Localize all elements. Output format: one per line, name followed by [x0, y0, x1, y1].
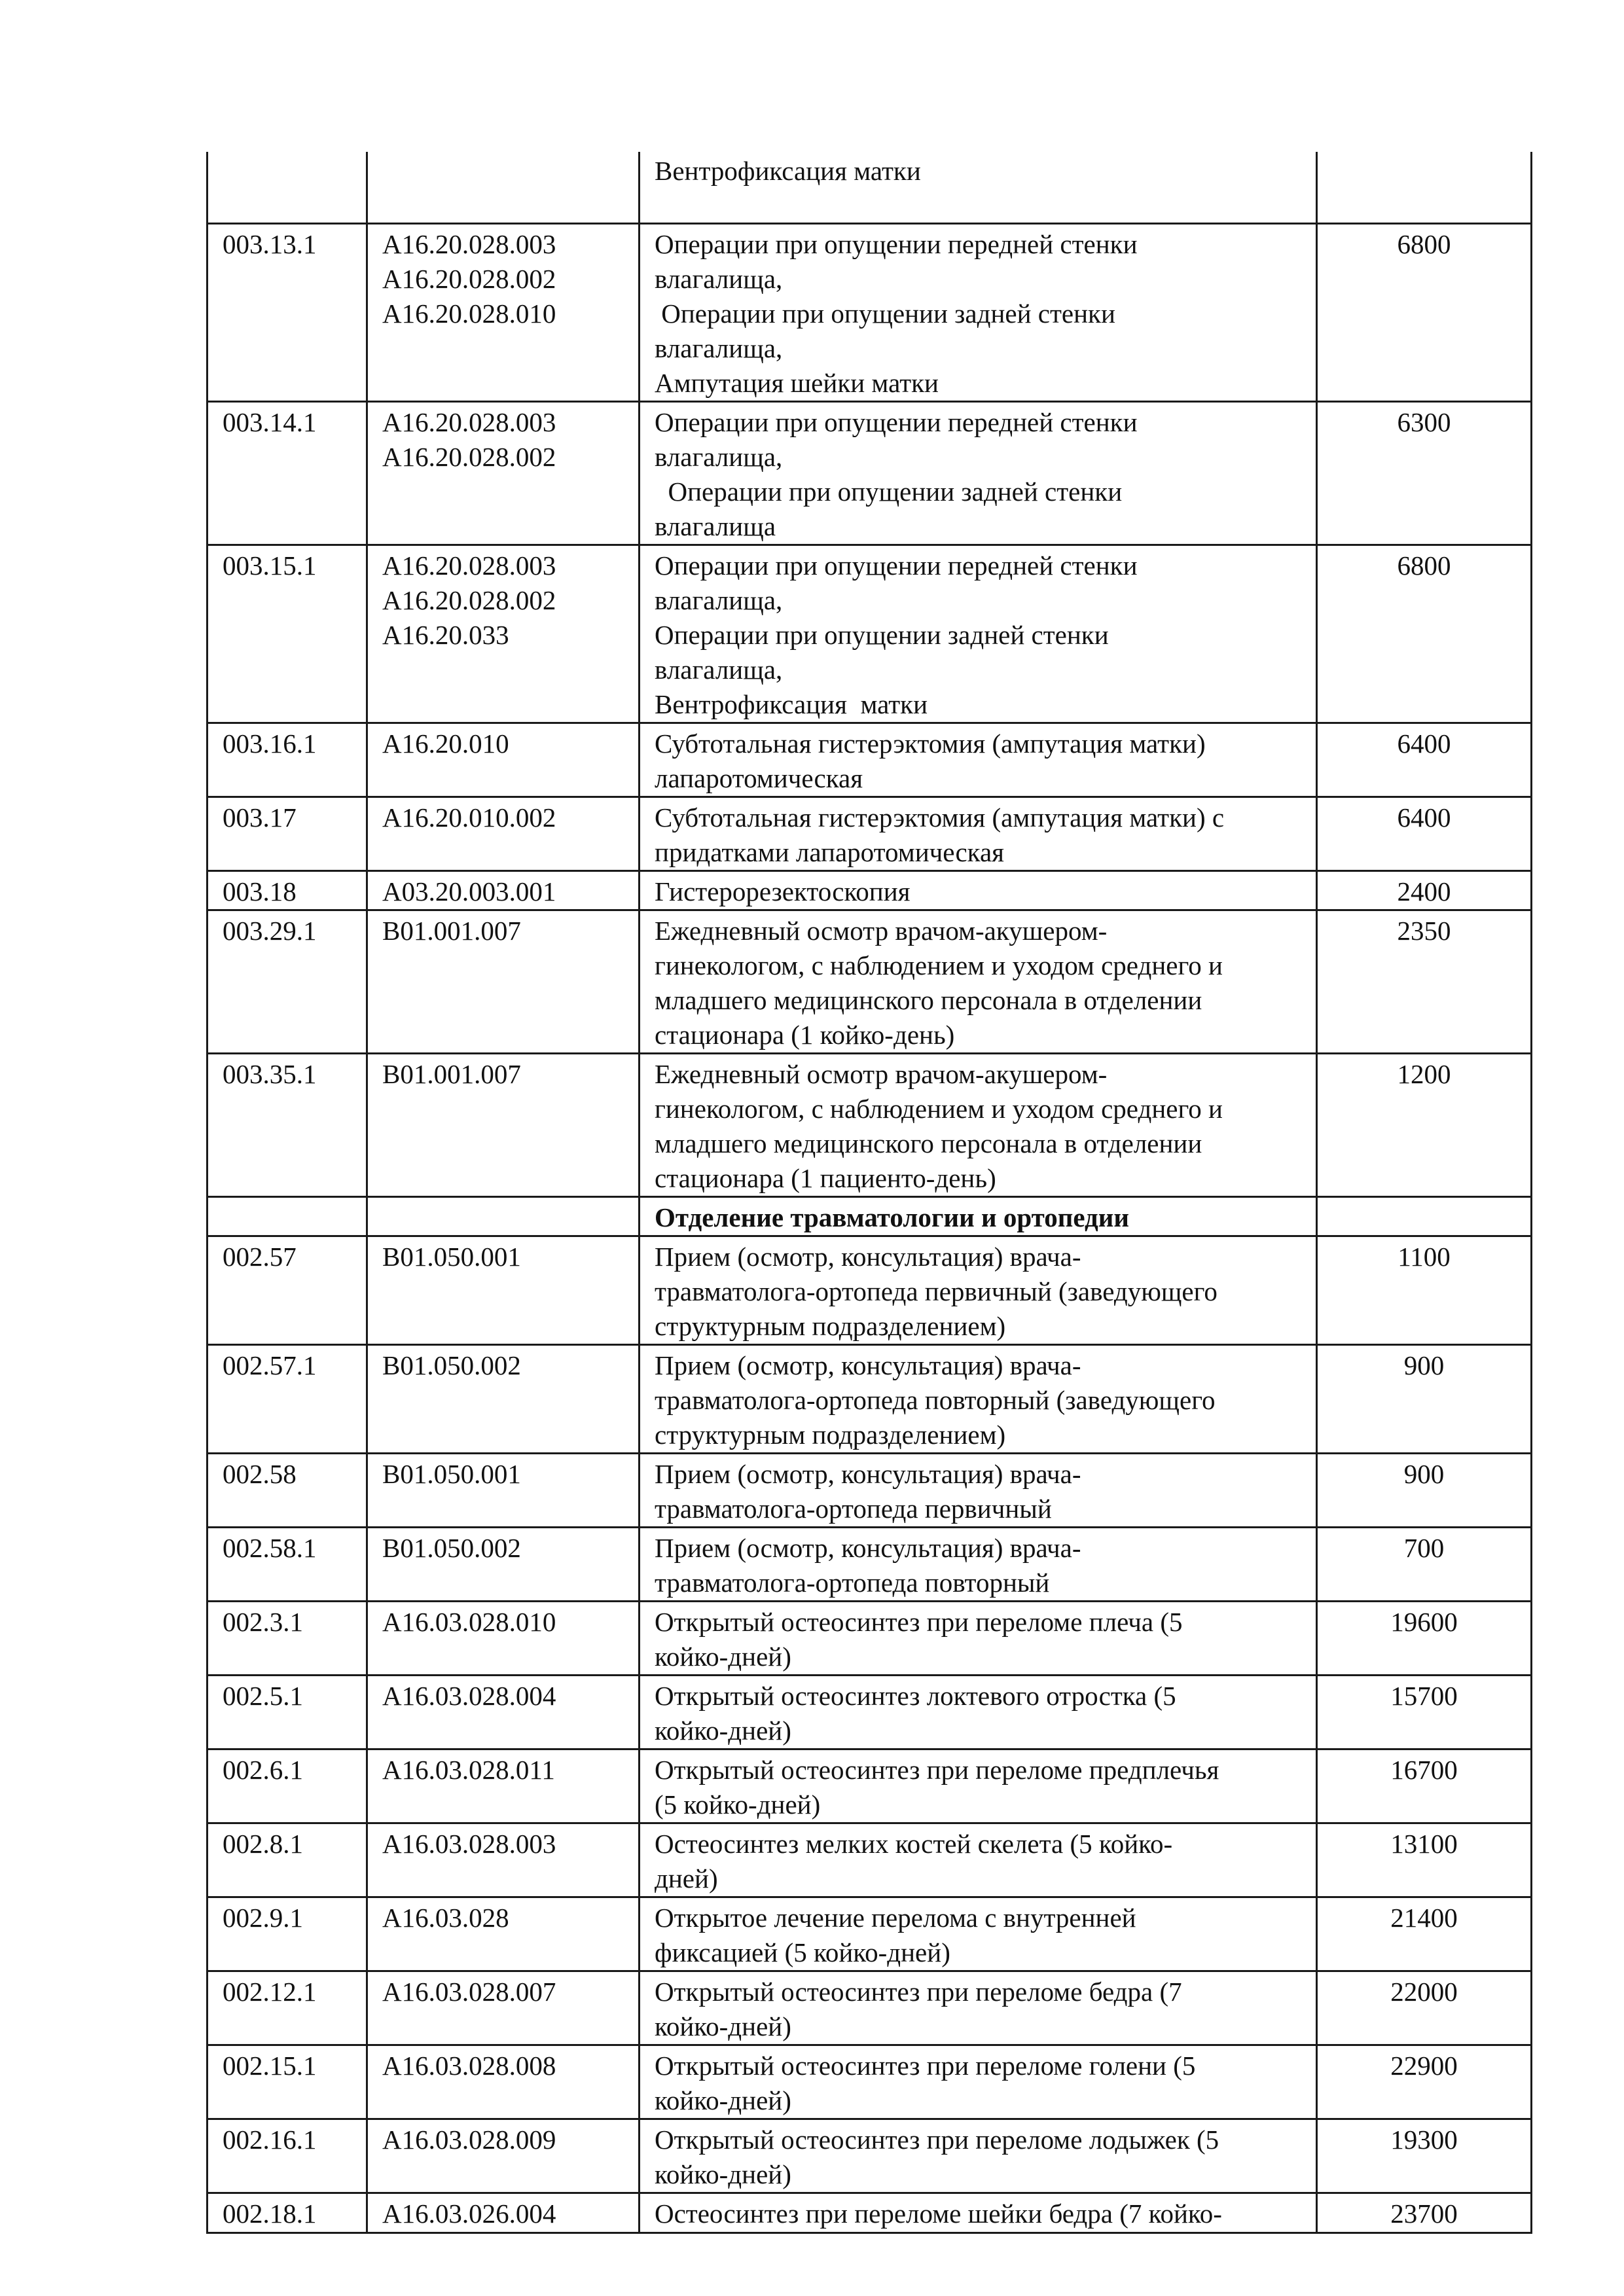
service-codes-cell [367, 223, 640, 401]
service-name-line: Субтотальная гистерэктомия (ампутация матки) [655, 728, 1206, 759]
service-codes-cell [367, 152, 640, 223]
price-cell: 900 [1317, 1453, 1532, 1527]
service-code: B01.050.001 [382, 1241, 521, 1272]
service-name-cell [640, 1527, 1317, 1601]
service-codes-cell [367, 1601, 640, 1675]
table-row [208, 1236, 1532, 1344]
service-code: A16.03.026.004 [382, 2198, 556, 2229]
service-codes-cell [367, 1971, 640, 2045]
service-code: A16.20.028.010 [382, 298, 556, 329]
price-cell: 6300 [1317, 401, 1532, 545]
service-name-cell [640, 2193, 1317, 2233]
price-code-cell: 002.9.1 [208, 1897, 367, 1971]
service-codes-cell [367, 870, 640, 910]
price-code-cell: 002.57 [208, 1236, 367, 1344]
service-name-line: Прием (осмотр, консультация) врача- [655, 1532, 1081, 1563]
price-code-cell [208, 1196, 367, 1236]
service-name-cell [640, 1344, 1317, 1453]
table-row [208, 1823, 1532, 1897]
service-name-cell [640, 1601, 1317, 1675]
price-cell: 15700 [1317, 1675, 1532, 1749]
price-cell: 1200 [1317, 1053, 1532, 1196]
service-code: A16.20.028.003 [382, 550, 556, 581]
service-name-line: фиксацией (5 койко-дней) [655, 1937, 950, 1967]
service-name-line: Ежедневный осмотр врачом-акушером- [655, 915, 1108, 946]
price-code-cell: 002.16.1 [208, 2119, 367, 2193]
price-code-cell: 002.3.1 [208, 1601, 367, 1675]
price-cell: 6800 [1317, 223, 1532, 401]
service-name-line: влагалища, [655, 441, 783, 472]
price-code-cell: 003.18 [208, 870, 367, 910]
service-name-line: Операции при опущении передней стенки [655, 550, 1138, 581]
service-codes-cell [367, 1675, 640, 1749]
service-code: A16.03.028.007 [382, 1976, 556, 2007]
table-row [208, 1601, 1532, 1675]
service-name-line: Вентрофиксация матки [655, 156, 921, 186]
service-code: B01.050.002 [382, 1532, 521, 1563]
service-name-line: стационара (1 пациенто-день) [655, 1162, 996, 1193]
service-code: B01.001.007 [382, 1058, 521, 1089]
service-name-cell [640, 1971, 1317, 2045]
price-cell: 19600 [1317, 1601, 1532, 1675]
service-codes-cell [367, 1236, 640, 1344]
service-name-line: младшего медицинского персонала в отделении [655, 1128, 1202, 1158]
price-code-cell: 002.57.1 [208, 1344, 367, 1453]
service-name-cell [640, 1053, 1317, 1196]
service-name-cell [640, 1897, 1317, 1971]
service-name-line: Открытое лечение перелома с внутренней [655, 1902, 1136, 1933]
price-code-cell: 003.14.1 [208, 401, 367, 545]
price-cell: 23700 [1317, 2193, 1532, 2233]
price-cell: 13100 [1317, 1823, 1532, 1897]
service-name-line: травматолога-ортопеда повторный [655, 1567, 1050, 1598]
table-row [208, 2119, 1532, 2193]
table-row [208, 2193, 1532, 2233]
service-codes-cell [367, 401, 640, 545]
service-name-line: влагалища [655, 511, 776, 541]
price-code-cell: 002.12.1 [208, 1971, 367, 2045]
price-list-body [208, 152, 1532, 2233]
service-code: A16.03.028.003 [382, 1828, 556, 1859]
service-code: A16.20.010.002 [382, 802, 556, 833]
price-cell: 2400 [1317, 870, 1532, 910]
table-row [208, 223, 1532, 401]
service-name-line: Прием (осмотр, консультация) врача- [655, 1241, 1081, 1272]
service-name-cell [640, 545, 1317, 723]
service-name-line: лапаротомическая [655, 762, 863, 793]
service-name-cell [640, 1453, 1317, 1527]
service-code: A16.20.028.003 [382, 406, 556, 437]
service-name-cell [640, 2119, 1317, 2193]
service-name-line: Ампутация шейки матки [655, 367, 939, 398]
table-row [208, 401, 1532, 545]
service-name-cell [640, 223, 1317, 401]
price-cell: 900 [1317, 1344, 1532, 1453]
price-code-cell [208, 152, 367, 223]
service-codes-cell [367, 1196, 640, 1236]
service-code: A16.03.028.004 [382, 1680, 556, 1711]
price-code-cell: 002.6.1 [208, 1749, 367, 1823]
service-codes-cell [367, 910, 640, 1053]
service-name-line: Открытый остеосинтез при переломе плеча (5 [655, 1606, 1183, 1637]
service-name-line: койко-дней) [655, 2085, 791, 2115]
service-codes-cell [367, 797, 640, 870]
service-name-line: Операции при опущении передней стенки [655, 406, 1138, 437]
price-code-cell: 003.16.1 [208, 723, 367, 797]
price-cell: 22900 [1317, 2045, 1532, 2119]
service-name-line: структурным подразделением) [655, 1310, 1006, 1341]
service-name-line: Открытый остеосинтез при переломе предплечья [655, 1754, 1219, 1785]
service-name-line: Операции при опущении передней стенки [655, 228, 1138, 259]
service-code: A16.03.028.011 [382, 1754, 555, 1785]
price-cell: 1100 [1317, 1236, 1532, 1344]
table-row [208, 1344, 1532, 1453]
service-name-line: Открытый остеосинтез при переломе бедра (7 [655, 1976, 1182, 2007]
service-codes-cell [367, 1749, 640, 1823]
service-name-line: Открытый остеосинтез при переломе лодыжек (5 [655, 2124, 1219, 2155]
service-code: B01.001.007 [382, 915, 521, 946]
price-code-cell: 002.18.1 [208, 2193, 367, 2233]
price-code-cell: 002.58.1 [208, 1527, 367, 1601]
service-codes-cell [367, 1527, 640, 1601]
service-name-line: койко-дней) [655, 1641, 791, 1672]
service-name-line: влагалища, [655, 263, 783, 294]
service-name-line: Открытый остеосинтез при переломе голени (5 [655, 2050, 1196, 2081]
service-name-line: влагалища, [655, 584, 783, 615]
table-row [208, 1675, 1532, 1749]
service-codes-cell [367, 2119, 640, 2193]
table-row [208, 545, 1532, 723]
section-header-row [208, 1196, 1532, 1236]
service-name-cell [640, 910, 1317, 1053]
service-name-line: дней) [655, 1863, 718, 1893]
table-row [208, 1053, 1532, 1196]
service-codes-cell [367, 545, 640, 723]
service-codes-cell [367, 2193, 640, 2233]
price-code-cell: 003.17 [208, 797, 367, 870]
service-name-line: травматолога-ортопеда первичный [655, 1493, 1052, 1524]
service-name-line: койко-дней) [655, 2011, 791, 2041]
service-name-line: Открытый остеосинтез локтевого отростка (5 [655, 1680, 1176, 1711]
service-name-line: Вентрофиксация матки [655, 689, 928, 719]
service-name-line: Ежедневный осмотр врачом-акушером- [655, 1058, 1108, 1089]
price-code-cell: 003.13.1 [208, 223, 367, 401]
service-name-line: влагалища, [655, 332, 783, 363]
service-name-line: Субтотальная гистерэктомия (ампутация матки) с [655, 802, 1225, 833]
price-code-cell: 002.8.1 [208, 1823, 367, 1897]
price-cell: 6800 [1317, 545, 1532, 723]
table-row [208, 2045, 1532, 2119]
price-cell [1317, 152, 1532, 223]
price-code-cell: 002.5.1 [208, 1675, 367, 1749]
service-codes-cell [367, 1453, 640, 1527]
price-code-cell: 003.15.1 [208, 545, 367, 723]
service-name-cell [640, 1675, 1317, 1749]
service-name-cell [640, 1749, 1317, 1823]
service-name-line: Операции при опущении задней стенки [655, 619, 1109, 650]
table-row [208, 1897, 1532, 1971]
service-name-line: гинекологом, с наблюдением и уходом среднего и [655, 1093, 1223, 1124]
service-name-cell [640, 401, 1317, 545]
service-name-line: влагалища, [655, 654, 783, 685]
service-name-cell [640, 797, 1317, 870]
service-codes-cell [367, 723, 640, 797]
price-code-cell: 003.35.1 [208, 1053, 367, 1196]
service-code: B01.050.001 [382, 1458, 521, 1489]
service-codes-cell [367, 1053, 640, 1196]
service-code: A16.20.028.002 [382, 584, 556, 615]
service-name-cell [640, 1823, 1317, 1897]
price-cell: 21400 [1317, 1897, 1532, 1971]
service-name-line: Гистерорезектоскопия [655, 876, 911, 906]
service-code: B01.050.002 [382, 1350, 521, 1380]
table-row [208, 1527, 1532, 1601]
price-cell: 700 [1317, 1527, 1532, 1601]
price-list-table [206, 152, 1532, 2234]
service-name-line: младшего медицинского персонала в отделении [655, 984, 1202, 1015]
service-code: A16.03.028.009 [382, 2124, 556, 2155]
price-cell: 6400 [1317, 723, 1532, 797]
table-row [208, 910, 1532, 1053]
table-row [208, 797, 1532, 870]
service-name-cell [640, 1236, 1317, 1344]
service-name-line: Прием (осмотр, консультация) врача- [655, 1350, 1081, 1380]
service-name-cell [640, 152, 1317, 223]
price-code-cell: 002.15.1 [208, 2045, 367, 2119]
service-name-line: Остеосинтез мелких костей скелета (5 койко- [655, 1828, 1173, 1859]
price-cell: 6400 [1317, 797, 1532, 870]
table-row [208, 1453, 1532, 1527]
service-name-line: придатками лапаротомическая [655, 836, 1005, 867]
table-row [208, 870, 1532, 910]
table-row [208, 1749, 1532, 1823]
service-code: A16.03.028 [382, 1902, 509, 1933]
service-code: A16.20.028.003 [382, 228, 556, 259]
service-name-line: структурным подразделением) [655, 1419, 1006, 1450]
service-code: A16.03.028.010 [382, 1606, 556, 1637]
service-codes-cell [367, 1823, 640, 1897]
price-cell: 16700 [1317, 1749, 1532, 1823]
service-name-line: травматолога-ортопеда повторный (заведующего [655, 1384, 1216, 1415]
service-code: A03.20.003.001 [382, 876, 556, 906]
service-name-line: Операции при опущении задней стенки [655, 476, 1123, 507]
service-name-line: (5 койко-дней) [655, 1789, 821, 1820]
price-cell: 22000 [1317, 1971, 1532, 2045]
service-name-cell [640, 723, 1317, 797]
price-cell: 2350 [1317, 910, 1532, 1053]
service-name-line: Операции при опущении задней стенки [655, 298, 1115, 329]
price-code-cell: 003.29.1 [208, 910, 367, 1053]
service-name-line: Прием (осмотр, консультация) врача- [655, 1458, 1081, 1489]
service-name-cell [640, 2045, 1317, 2119]
price-code-cell: 002.58 [208, 1453, 367, 1527]
service-codes-cell [367, 1897, 640, 1971]
service-name-line: стационара (1 койко-день) [655, 1019, 955, 1050]
table-row [208, 152, 1532, 223]
service-code: A16.20.028.002 [382, 441, 556, 472]
service-name-line: Отделение травматологии и ортопедии [655, 1202, 1129, 1232]
service-name-line: койко-дней) [655, 2159, 791, 2189]
service-name-cell [640, 870, 1317, 910]
service-code: A16.03.028.008 [382, 2050, 556, 2081]
service-name-line: травматолога-ортопеда первичный (заведующего [655, 1276, 1218, 1306]
service-name-line: гинекологом, с наблюдением и уходом среднего и [655, 950, 1223, 980]
service-code: A16.20.028.002 [382, 263, 556, 294]
service-code: A16.20.033 [382, 619, 509, 650]
table-row [208, 1971, 1532, 2045]
service-name-line: Остеосинтез при переломе шейки бедра (7 койко- [655, 2198, 1222, 2229]
service-codes-cell [367, 1344, 640, 1453]
service-codes-cell [367, 2045, 640, 2119]
price-cell: 19300 [1317, 2119, 1532, 2193]
table-row [208, 723, 1532, 797]
service-name-line: койко-дней) [655, 1715, 791, 1746]
section-title [640, 1196, 1317, 1236]
price-cell [1317, 1196, 1532, 1236]
service-code: A16.20.010 [382, 728, 509, 759]
